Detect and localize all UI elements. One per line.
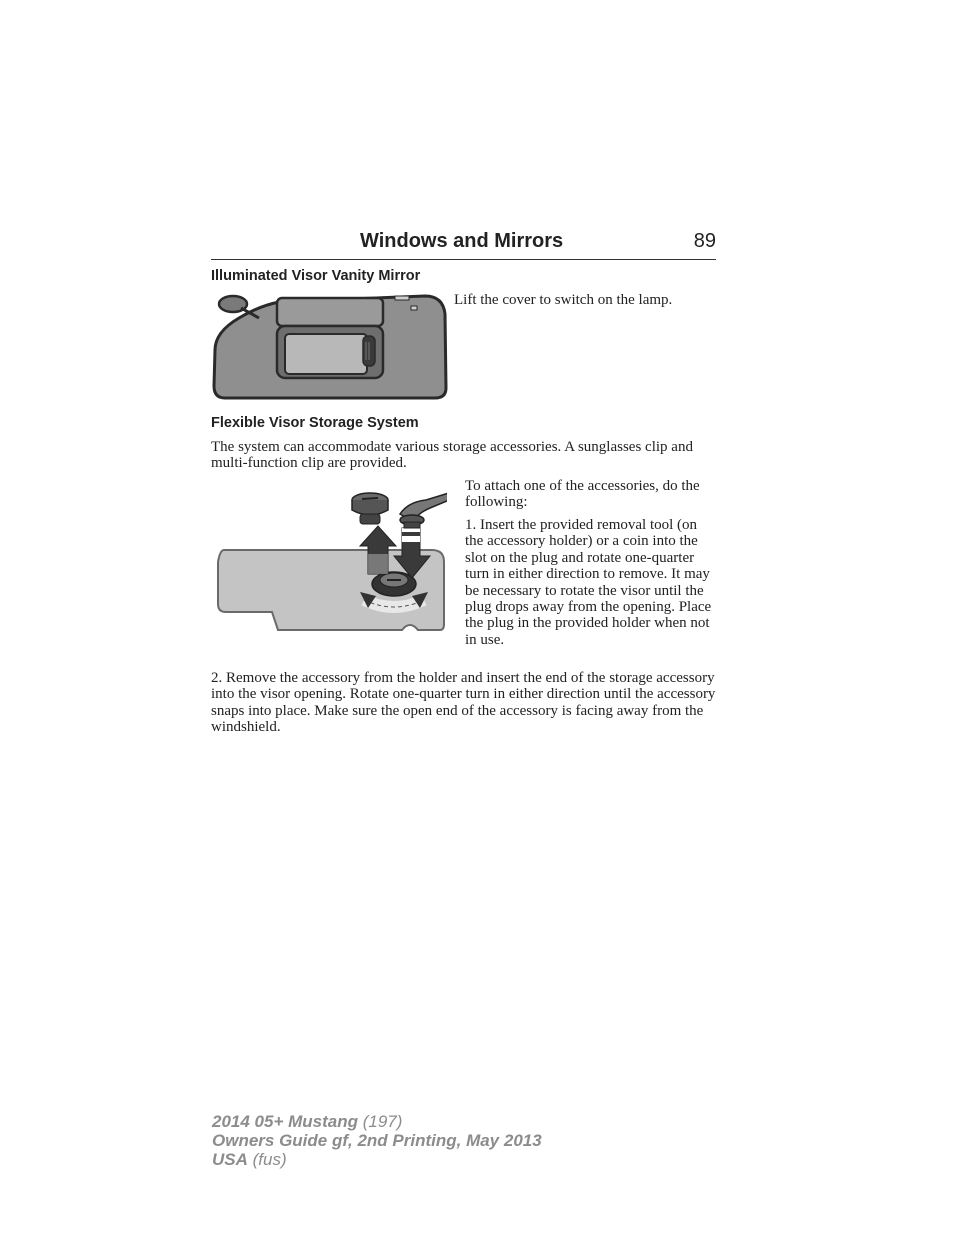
vanity-mirror-text: Lift the cover to switch on the lamp.	[454, 292, 673, 308]
visor-storage-illustration	[212, 488, 447, 636]
storage-intro-text: The system can accommodate various storage accessories. A sunglasses clip and multi-function clip are provided.	[211, 439, 693, 472]
footer-model-code: (197)	[358, 1112, 403, 1131]
footer-model: 2014 05+ Mustang	[212, 1112, 358, 1131]
section-heading-storage-system: Flexible Visor Storage System	[211, 415, 419, 431]
footer-line-market	[212, 1150, 542, 1169]
vanity-mirror-illustration	[211, 292, 448, 402]
footer-market-code: (fus)	[247, 1150, 287, 1169]
step-1-text: 1. Insert the provided removal tool (on the accessory holder) or a coin into the slot on the plug and rotate one-quarter turn in either direction to remove. It may be necessary to rotate the visor until the plug drops away from the opening. Place the plug in the provided holder when not in use.	[465, 517, 712, 648]
section-heading-vanity-mirror: Illuminated Visor Vanity Mirror	[211, 268, 421, 284]
page-footer	[212, 1112, 542, 1169]
footer-edition: Owners Guide gf, 2nd Printing, May 2013	[212, 1131, 542, 1150]
attach-intro-text: To attach one of the accessories, do the following:	[465, 478, 700, 511]
page-header	[211, 228, 716, 260]
page-number: 89	[693, 230, 716, 252]
chapter-title: Windows and Mirrors	[360, 230, 564, 252]
footer-line-edition	[212, 1131, 542, 1150]
footer-line-model	[212, 1112, 542, 1131]
step-2-text: 2. Remove the accessory from the holder and insert the end of the storage accessory into the visor opening. Rotate one-quarter turn in either direction until the accessory snaps into place. Make sure the open end of the accessory is facing away from the windshield.	[211, 670, 716, 736]
footer-market: USA	[212, 1150, 248, 1169]
